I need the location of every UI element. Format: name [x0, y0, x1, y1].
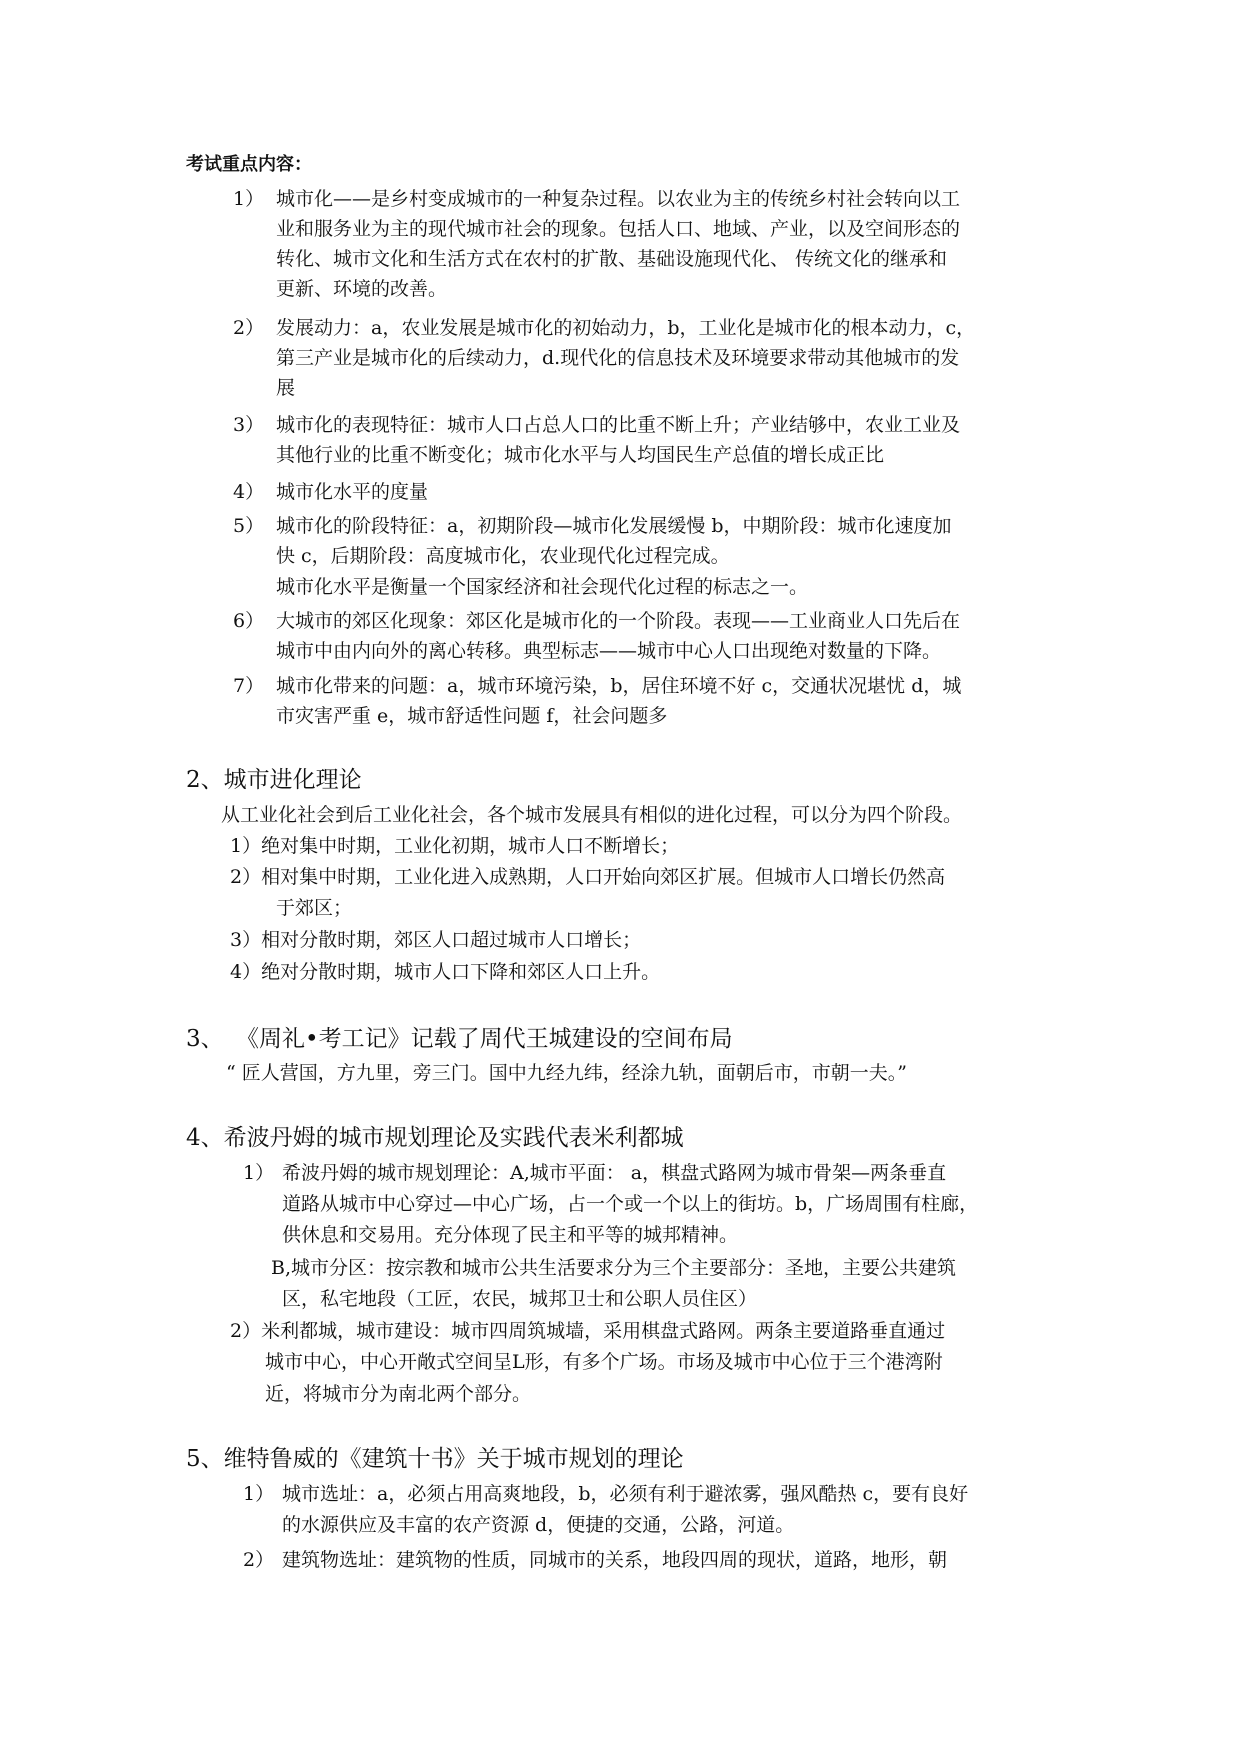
text-line: 城市选址：a，必须占用高爽地段，b，必须有利于避浓雾，强风酷热 c，要有良好 [282, 1483, 969, 1505]
text-line: 发展动力：a，农业发展是城市化的初始动力，b，工业化是城市化的根本动力，c， [276, 317, 976, 339]
item-number: 6） [233, 610, 265, 632]
text-line: 城市化带来的问题：a，城市环境污染，b，居住环境不好 c，交通状况堪忧 d，城 [276, 675, 962, 697]
text-line: 业和服务业为主的现代城市社会的现象。包括人口、地域、产业，以及空间形态的 [276, 218, 961, 240]
text-line: 第三产业是城市化的后续动力，d.现代化的信息技术及环境要求带动其他城市的发 [276, 347, 960, 369]
text-line: 城市中心，中心开敞式空间呈L形，有多个广场。市场及城市中心位于三个港湾附 [265, 1351, 943, 1373]
text-line: 从工业化社会到后工业化社会，各个城市发展具有相似的进化过程，可以分为四个阶段。 [221, 804, 963, 826]
item-number: 1） [243, 1162, 275, 1184]
text-line: 供休息和交易用。充分体现了民主和平等的城邦精神。 [282, 1224, 739, 1246]
text-line: B,城市分区：按宗教和城市公共生活要求分为三个主要部分：圣地，主要公共建筑 [271, 1257, 957, 1279]
text-line: 大城市的郊区化现象：郊区化是城市化的一个阶段。表现——工业商业人口先后在 [276, 610, 961, 632]
text-line: 的水源供应及丰富的农产资源 d，便捷的交通，公路，河道。 [282, 1514, 795, 1536]
text-line: 城市化的表现特征：城市人口占总人口的比重不断上升；产业结够中，农业工业及 [276, 414, 961, 436]
section-heading: 5、维特鲁威的《建筑十书》关于城市规划的理论 [186, 1446, 684, 1472]
item-number: 2） [243, 1549, 275, 1571]
text-line: 2）米利都城，城市建设：城市四周筑城墙，采用棋盘式路网。两条主要道路垂直通过 [230, 1320, 946, 1342]
text-line: 城市化水平的度量 [276, 481, 429, 503]
section-heading: 4、希波丹姆的城市规划理论及实践代表米利都城 [186, 1125, 684, 1151]
text-line: 3）相对分散时期，郊区人口超过城市人口增长； [230, 929, 642, 951]
text-line: 1）绝对集中时期，工业化初期，城市人口不断增长； [230, 835, 680, 857]
item-number: 4） [233, 481, 265, 503]
item-number: 2） [233, 317, 265, 339]
item-number: 3） [233, 414, 265, 436]
section-heading: 《周礼•考工记》记载了周代王城建设的空间布局 [236, 1026, 733, 1052]
text-line: 2）相对集中时期，工业化进入成熟期，人口开始向郊区扩展。但城市人口增长仍然高 [230, 866, 946, 888]
item-number: 5） [233, 515, 265, 537]
text-line: 市灾害严重 e，城市舒适性问题 f，社会问题多 [276, 705, 668, 727]
text-line: 更新、环境的改善。 [276, 278, 448, 300]
page-title: 考试重点内容： [186, 154, 312, 175]
text-line: 区，私宅地段（工匠，农民，城邦卫士和公职人员住区） [282, 1288, 758, 1310]
text-line: 其他行业的比重不断变化；城市化水平与人均国民生产总值的增长成正比 [276, 444, 885, 466]
section-number: 3、 [186, 1026, 224, 1052]
text-line: 展 [276, 377, 296, 399]
text-line: 城市化——是乡村变成城市的一种复杂过程。以农业为主的传统乡村社会转向以工 [276, 188, 961, 210]
text-line: 道路从城市中心穿过—中心广场，占一个或一个以上的街坊。b，广场周围有柱廊， [282, 1193, 979, 1215]
item-number: 7） [233, 675, 265, 697]
text-line: “ 匠人营国，方九里，旁三门。国中九经九纬，经涂九轨，面朝后市，市朝一夫。” [226, 1062, 907, 1084]
text-line: 城市化水平是衡量一个国家经济和社会现代化过程的标志之一。 [276, 576, 809, 598]
text-line: 近，将城市分为南北两个部分。 [265, 1383, 532, 1405]
item-number: 1） [233, 188, 265, 210]
section-heading: 2、城市进化理论 [186, 767, 362, 793]
item-number: 1） [243, 1483, 275, 1505]
text-line: 希波丹姆的城市规划理论：A,城市平面： a，棋盘式路网为城市骨架—两条垂直 [282, 1162, 947, 1184]
text-line: 4）绝对分散时期，城市人口下降和郊区人口上升。 [230, 961, 661, 983]
text-line: 于郊区； [276, 897, 353, 919]
text-line: 快 c，后期阶段：高度城市化，农业现代化过程完成。 [276, 545, 730, 567]
text-line: 建筑物选址：建筑物的性质，同城市的关系，地段四周的现状，道路，地形，朝 [282, 1549, 948, 1571]
text-line: 转化、城市文化和生活方式在农村的扩散、基础设施现代化、 传统文化的继承和 [276, 248, 948, 270]
text-line: 城市化的阶段特征：a，初期阶段—城市化发展缓慢 b，中期阶段：城市化速度加 [276, 515, 952, 537]
text-line: 城市中由内向外的离心转移。典型标志——城市中心人口出现绝对数量的下降。 [276, 640, 942, 662]
